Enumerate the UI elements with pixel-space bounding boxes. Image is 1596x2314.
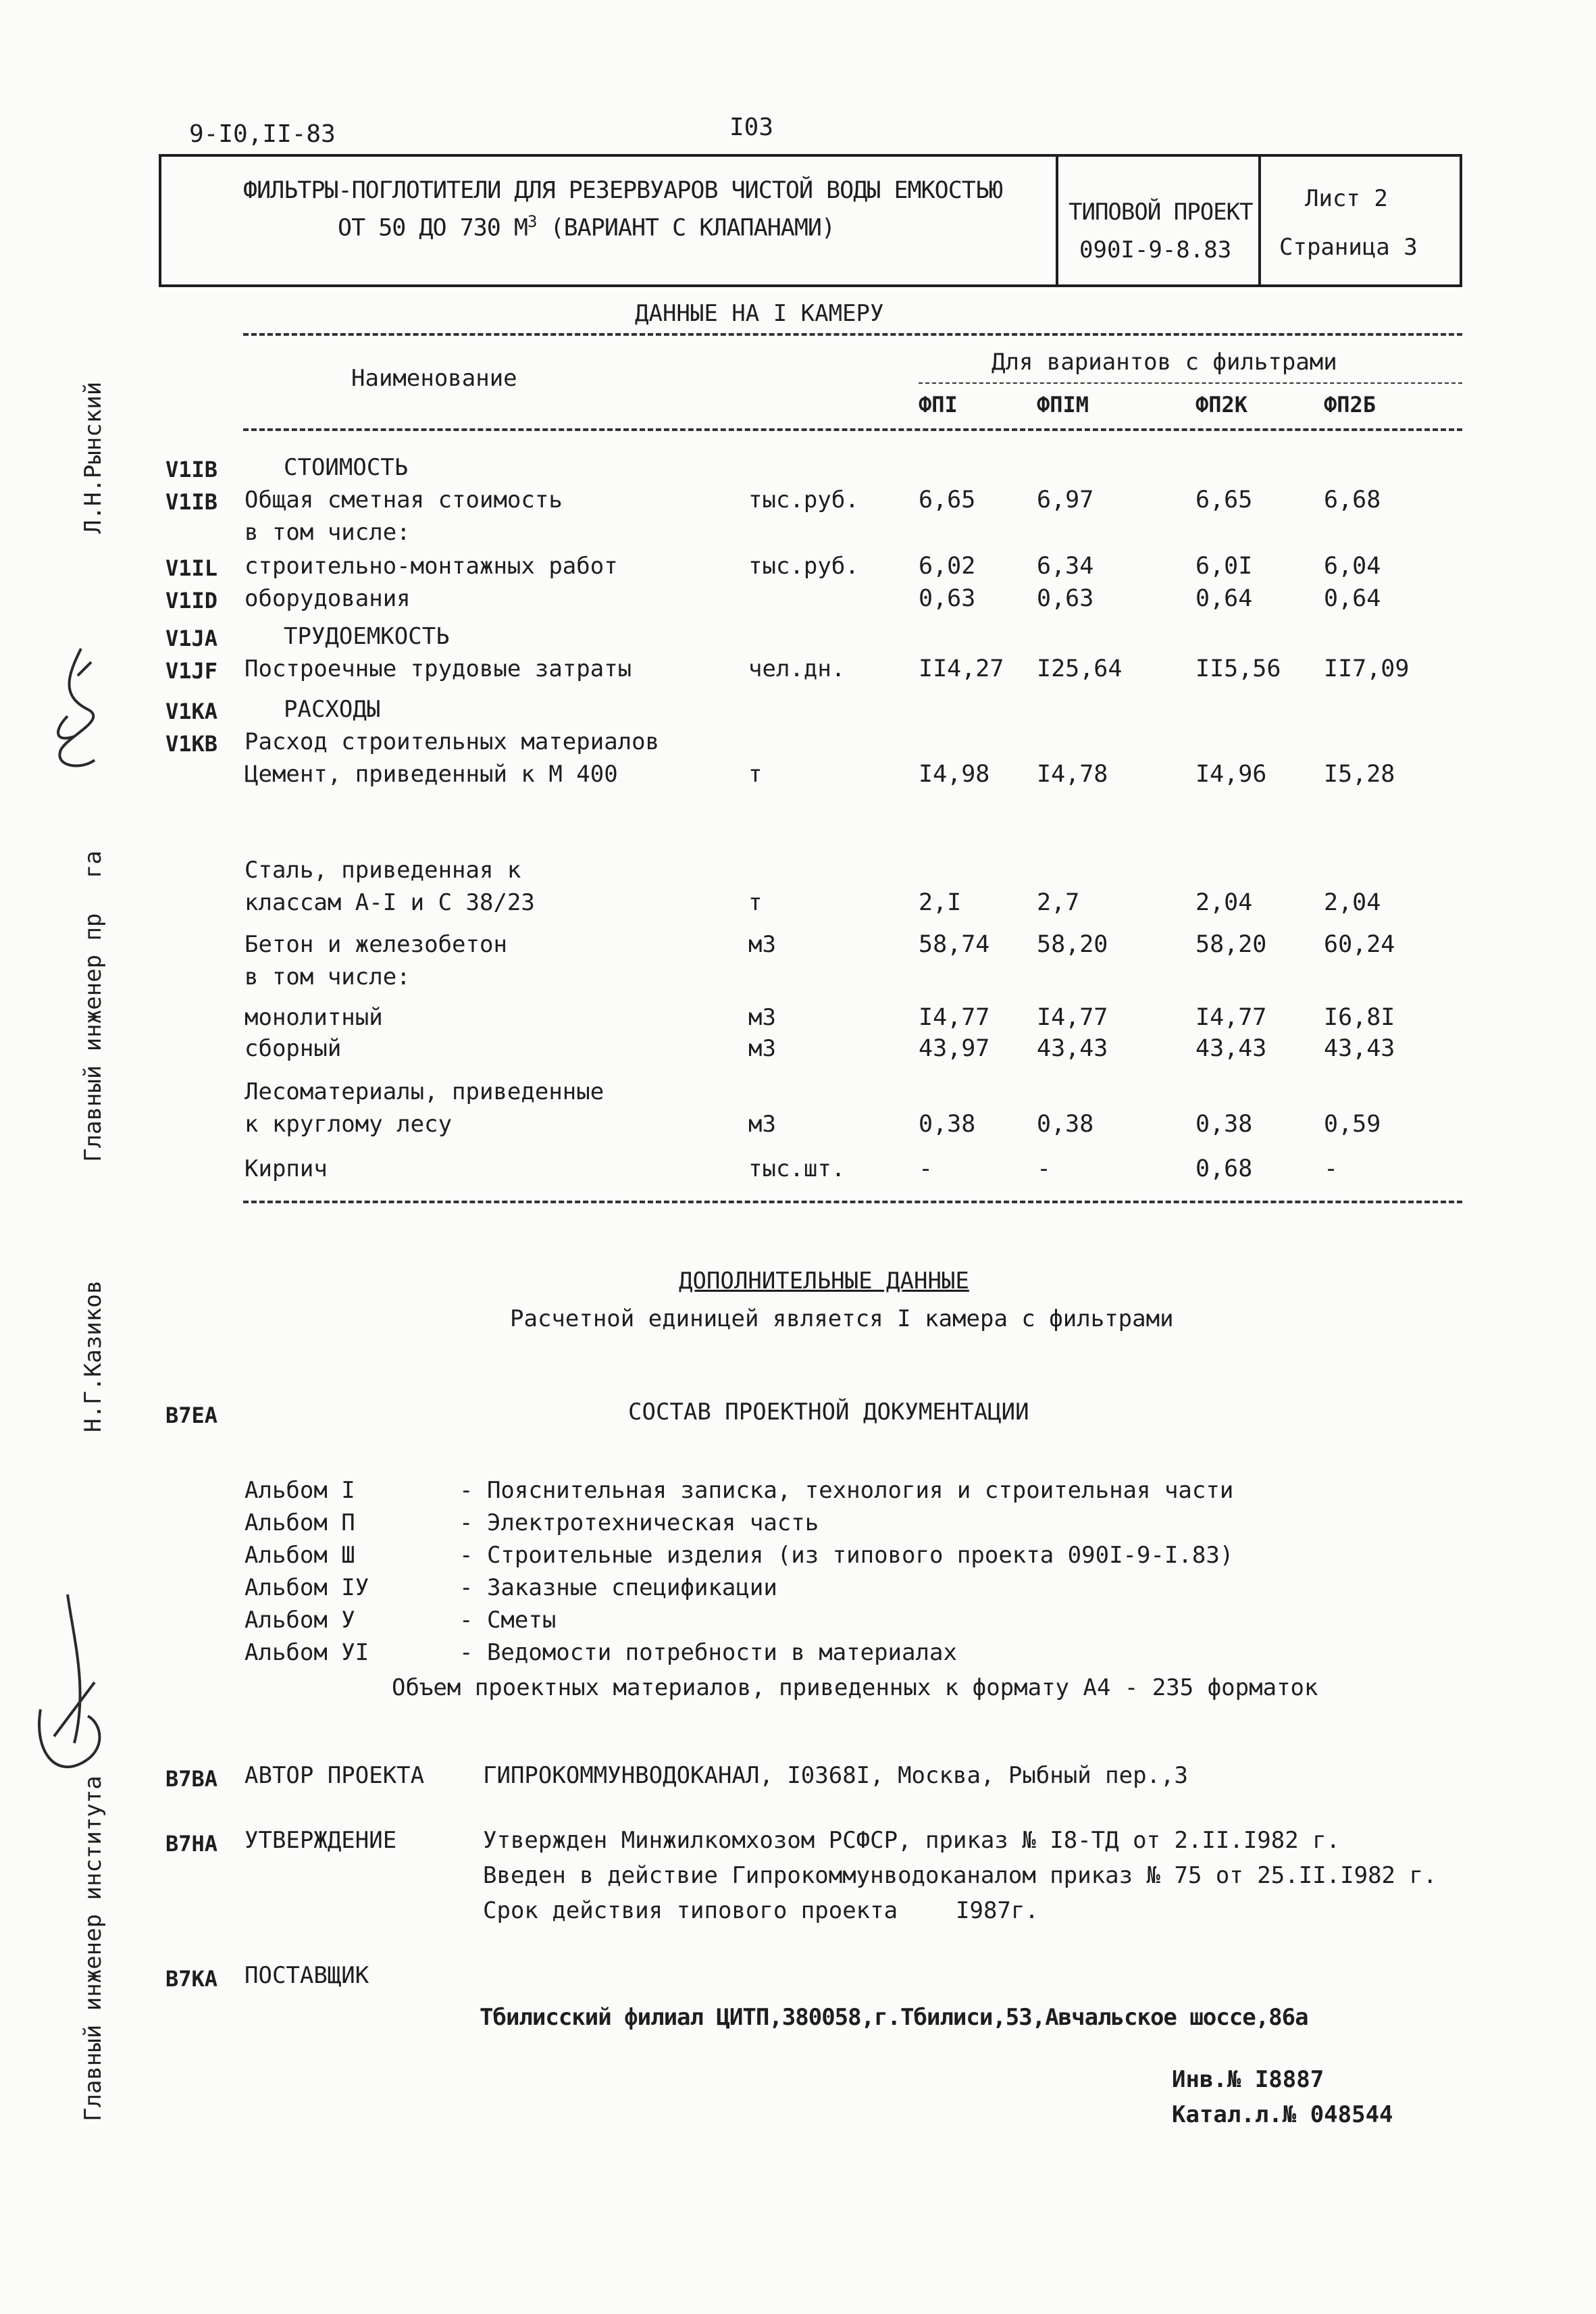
title-line-2-a: ОТ 50 ДО 730 М [338, 214, 528, 242]
row-value-3: 0,38 [1195, 1111, 1253, 1138]
row-value-1: II4,27 [919, 655, 1004, 682]
row-value-1: 0,38 [919, 1111, 976, 1138]
table-bottom-rule [243, 1201, 1462, 1203]
row-value-1: 0,63 [919, 585, 976, 612]
composition-title: СОСТАВ ПРОЕКТНОЙ ДОКУМЕНТАЦИИ [628, 1399, 1029, 1426]
title-line-2-b: (ВАРИАНТ С КЛАПАНАМИ) [536, 214, 835, 242]
row-value-4: 6,68 [1324, 486, 1381, 513]
row-unit: чел.дн. [748, 655, 846, 682]
author-text: ГИПРОКОММУНВОДОКАНАЛ, I0368I, Москва, Рыбный пер.,3 [483, 1762, 1188, 1789]
row-name: Сталь, приведенная к [244, 857, 521, 884]
page-number: I03 [729, 114, 774, 141]
row-name: в том числе: [244, 963, 411, 990]
table-caption: ДАННЫЕ НА I КАМЕРУ [635, 300, 884, 327]
row-value-2: 0,38 [1037, 1111, 1094, 1138]
row-value-3: 2,04 [1195, 889, 1253, 916]
row-value-1: 6,02 [919, 553, 976, 580]
row-value-2: I4,78 [1037, 761, 1108, 788]
row-name: оборудования [244, 585, 411, 612]
approval-label: УТВЕРЖДЕНИЕ [244, 1827, 397, 1854]
project-number: 090I-9-8.83 [1079, 236, 1232, 263]
row-unit: м3 [748, 1004, 776, 1031]
row-name: классам А-I и С 38/23 [244, 889, 535, 916]
row-value-1: 6,65 [919, 486, 976, 513]
title-superscript: 3 [527, 212, 537, 231]
supplier-label: ПОСТАВЩИК [244, 1962, 369, 1989]
album-description: - Строительные изделия (из типового проекта 090I-9-I.83) [459, 1542, 1234, 1569]
row-value-1: - [919, 1155, 933, 1182]
row-name: РАСХОДЫ [284, 696, 381, 723]
album-name: Альбом IУ [244, 1574, 369, 1601]
row-unit: тыс.руб. [748, 553, 859, 580]
table-column-header: ФП2К [1195, 392, 1248, 418]
variants-header-rule [919, 382, 1462, 384]
row-name: ТРУДОЕМКОСТЬ [284, 623, 450, 650]
row-value-1: I4,98 [919, 761, 990, 788]
approval-line-1: Утвержден Минжилкомхозом РСФСР, приказ № I8-ТД от 2.II.I982 г. [483, 1827, 1341, 1854]
catalog-number: Катал.л.№ 048544 [1172, 2101, 1393, 2128]
album-name: Альбом П [244, 1509, 355, 1536]
row-name: Построечные трудовые затраты [244, 655, 632, 682]
row-code: V1KB [165, 731, 218, 757]
row-value-2: 6,97 [1037, 486, 1094, 513]
author-code: B7BA [165, 1766, 218, 1792]
row-value-3: 0,68 [1195, 1155, 1253, 1182]
inventory-number: Инв.№ I8887 [1172, 2066, 1324, 2093]
table-column-header: ФПI [919, 392, 958, 418]
doc-code: 9-I0,II-83 [189, 120, 336, 148]
table-variants-header: Для вариантов с фильтрами [992, 349, 1337, 376]
row-name: СТОИМОСТЬ [284, 454, 409, 481]
row-value-2: 43,43 [1037, 1035, 1108, 1062]
row-value-4: I6,8I [1324, 1004, 1395, 1031]
supplier-text: Тбилисский филиал ЦИТП,380058,г.Тбилиси,53,Авчальское шоссе,86а [480, 2004, 1308, 2031]
row-value-4: 0,64 [1324, 585, 1381, 612]
approval-line-3: Срок действия типового проекта [483, 1897, 898, 1924]
role-1-tail: га [80, 851, 107, 878]
approval-year: I987г. [956, 1897, 1039, 1924]
album-description: - Пояснительная записка, технология и строительная части [459, 1477, 1234, 1504]
row-unit: тыс.шт. [748, 1155, 846, 1182]
supplier-code: B7KA [165, 1966, 218, 1992]
row-value-4: 6,04 [1324, 553, 1381, 580]
row-value-2: - [1037, 1155, 1052, 1182]
row-name: Лесоматериалы, приведенные [244, 1078, 604, 1105]
author-label: АВТОР ПРОЕКТА [244, 1762, 425, 1789]
album-description: - Электротехническая часть [459, 1509, 819, 1536]
album-description: - Заказные спецификации [459, 1574, 777, 1601]
row-name: Бетон и железобетон [244, 931, 507, 958]
row-value-1: 58,74 [919, 931, 990, 958]
composition-volume: Объем проектных материалов, приведенных к формату А4 - 235 форматок [392, 1674, 1318, 1701]
row-code: V1KA [165, 699, 218, 724]
sheet-label: Лист 2 [1305, 185, 1388, 212]
row-value-2: 6,34 [1037, 553, 1094, 580]
table-column-header: ФП2Б [1324, 392, 1376, 418]
row-value-3: 0,64 [1195, 585, 1253, 612]
role-2: Главный инженер института [80, 1776, 107, 2121]
row-name: Общая сметная стоимость [244, 486, 563, 513]
additional-text: Расчетной единицей является I камера с фильтрами [510, 1305, 1174, 1332]
signer-1: Л.Н.Рынский [80, 381, 107, 534]
composition-code: B7EA [165, 1403, 218, 1428]
row-value-4: - [1324, 1155, 1339, 1182]
row-value-4: II7,09 [1324, 655, 1410, 682]
row-unit: т [748, 761, 763, 788]
project-label: ТИПОВОЙ ПРОЕКТ [1069, 199, 1253, 226]
row-code: V1JF [165, 658, 218, 684]
album-name: Альбом У [244, 1607, 355, 1634]
row-value-4: 60,24 [1324, 931, 1395, 958]
album-name: Альбом Ш [244, 1542, 355, 1569]
row-name: в том числе: [244, 519, 411, 546]
row-unit: м3 [748, 1035, 776, 1062]
row-value-4: I5,28 [1324, 761, 1395, 788]
additional-title: ДОПОЛНИТЕЛЬНЫЕ ДАННЫЕ [679, 1267, 969, 1294]
approval-code: B7HA [165, 1831, 218, 1857]
row-value-2: I25,64 [1037, 655, 1123, 682]
title-line-1: ФИЛЬТРЫ-ПОГЛОТИТЕЛИ ДЛЯ РЕЗЕРВУАРОВ ЧИСТОЙ ВОДЫ ЕМКОСТЬЮ [243, 177, 1003, 204]
signature-2-icon [27, 1588, 115, 1790]
row-value-2: 58,20 [1037, 931, 1108, 958]
title-divider-1 [1056, 154, 1058, 287]
approval-line-2: Введен в действие Гипрокоммунводоканалом приказ № 75 от 25.II.I982 г. [483, 1862, 1437, 1889]
row-name: Цемент, приведенный к М 400 [244, 761, 618, 788]
table-top-rule [243, 333, 1462, 336]
page-label: Страница 3 [1279, 234, 1418, 261]
row-value-1: I4,77 [919, 1004, 990, 1031]
album-name: Альбом I [244, 1477, 355, 1504]
row-code: V1JA [165, 626, 218, 651]
table-name-header: Наименование [351, 365, 517, 392]
row-name: к круглому лесу [244, 1111, 453, 1138]
row-unit: м3 [748, 931, 776, 958]
row-value-3: I4,96 [1195, 761, 1267, 788]
row-value-2: I4,77 [1037, 1004, 1108, 1031]
row-value-3: 6,65 [1195, 486, 1253, 513]
row-unit: м3 [748, 1111, 776, 1138]
row-unit: т [748, 889, 763, 916]
role-1: Главный инженер пр [80, 913, 107, 1162]
row-value-4: 43,43 [1324, 1035, 1395, 1062]
row-name: Кирпич [244, 1155, 328, 1182]
row-value-3: 58,20 [1195, 931, 1267, 958]
title-line-2 [338, 212, 835, 242]
row-code: V1IB [165, 489, 218, 515]
signer-2: Н.Г.Казиков [80, 1280, 107, 1432]
table-column-header: ФПIМ [1037, 392, 1089, 418]
row-value-3: 6,0I [1195, 553, 1253, 580]
row-value-2: 0,63 [1037, 585, 1094, 612]
row-value-1: 2,I [919, 889, 962, 916]
row-code: V1IL [165, 555, 218, 581]
row-unit: тыс.руб. [748, 486, 859, 513]
row-code: V1IB [165, 457, 218, 482]
row-value-2: 2,7 [1037, 889, 1080, 916]
row-value-4: 0,59 [1324, 1111, 1381, 1138]
album-description: - Ведомости потребности в материалах [459, 1639, 957, 1666]
row-value-4: 2,04 [1324, 889, 1381, 916]
row-value-3: II5,56 [1195, 655, 1281, 682]
row-name: строительно-монтажных работ [244, 553, 618, 580]
table-header-rule [243, 428, 1462, 431]
row-name: Расход строительных материалов [244, 728, 660, 755]
album-description: - Сметы [459, 1607, 557, 1634]
row-value-3: I4,77 [1195, 1004, 1267, 1031]
row-value-3: 43,43 [1195, 1035, 1267, 1062]
title-divider-2 [1258, 154, 1261, 287]
row-name: сборный [244, 1035, 342, 1062]
row-code: V1ID [165, 588, 218, 613]
album-name: Альбом УI [244, 1639, 369, 1666]
signature-1-icon [41, 635, 115, 790]
row-name: монолитный [244, 1004, 383, 1031]
row-value-1: 43,97 [919, 1035, 990, 1062]
